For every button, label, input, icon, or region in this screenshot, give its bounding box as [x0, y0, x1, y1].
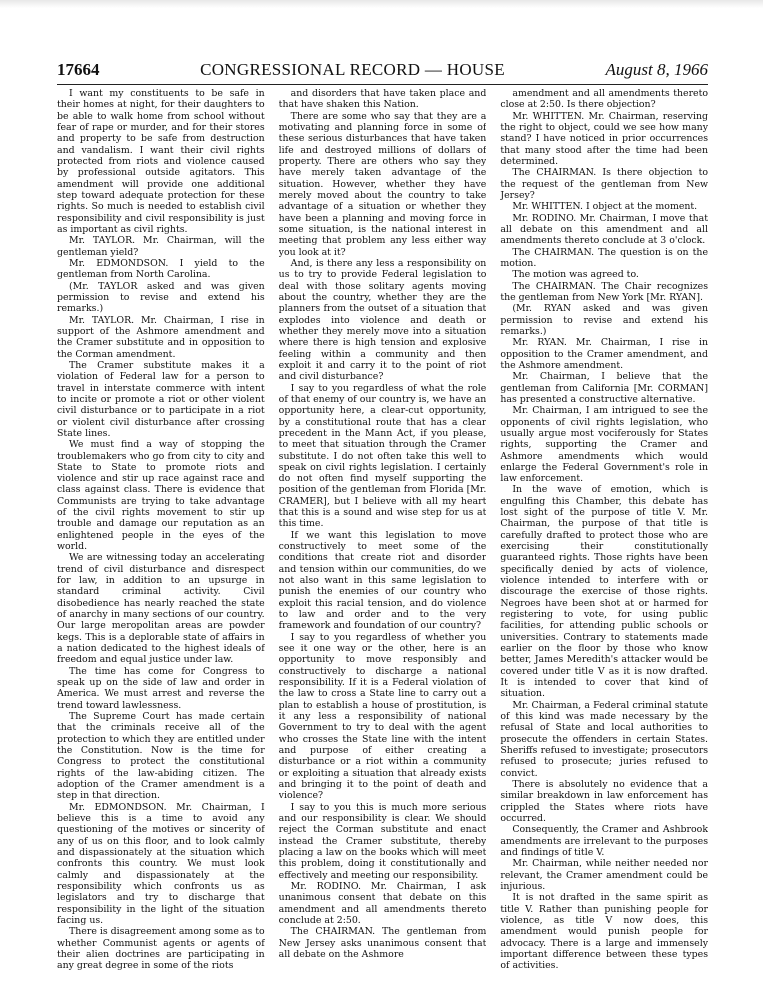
paragraph: Mr. RYAN. Mr. Chairman, I rise in opposition to the Cramer amendment, and the Ashmore amendment.	[500, 337, 709, 371]
paragraph: and disorders that have taken place and that have shaken this Nation.	[278, 88, 487, 111]
paragraph: Mr. RODINO. Mr. Chairman, I ask unanimous consent that debate on this amendment and all amendments thereto conclude at 2:50.	[278, 880, 487, 926]
paragraph: Mr. Chairman, while neither needed nor relevant, the Cramer amendment could be injurious.	[500, 858, 709, 892]
paragraph: Mr. Chairman, I am intrigued to see the opponents of civil rights legislation, who usually argue most vociferously for States rights, supporting the Cramer and Ashmore amendments which would enlarge the Federal Government's role in law enforcement.	[500, 405, 709, 485]
paragraph: The CHAIRMAN. The question is on the motion.	[500, 246, 709, 269]
paragraph: Mr. WHITTEN. I object at the moment.	[512, 201, 698, 213]
issue-date: August 8, 1966	[605, 60, 708, 79]
paragraph: There is disagreement among some as to whether Communist agents or agents of their alien doctrines are participating in any great degree in some of the riots	[57, 926, 265, 972]
paragraph: And, is there any less a responsibility on us to try to provide Federal legislation to deal with those solitary agents moving about the country, whether they are the planners from the outset of a situation that explodes into violence and death or whether they merely move into a situation where there is high tension and explosive feeling within a community and then exploit it and carry it to the point of riot and civil disturbance?	[278, 257, 487, 383]
header-rule	[57, 84, 708, 85]
paragraph: Mr. TAYLOR. Mr. Chairman, will the gentleman yield?	[57, 235, 265, 258]
paragraph: The motion was agreed to.	[512, 269, 639, 281]
paragraph: The Cramer substitute makes it a violation of Federal law for a person to travel in interstate commerce with intent to incite or promote a riot or other violent civil disturbance or to participate in a riot or violent civil disturbance after crossing State lines.	[57, 359, 265, 439]
scan-edge	[0, 0, 763, 8]
page-number: 17664	[57, 60, 100, 79]
publication-title: CONGRESSIONAL RECORD — HOUSE	[200, 60, 505, 79]
paragraph: amendment and all amendments thereto close at 2:50. Is there objection?	[500, 88, 709, 111]
paragraph: (Mr. TAYLOR asked and was given permission to revise and extend his remarks.)	[57, 280, 265, 315]
paragraph: Consequently, the Cramer and Ashbrook amendments are irrelevant to the purposes and findings of title V.	[500, 824, 709, 858]
paragraph: I say to you regardless of what the role of that enemy of our country is, we have an opportunity here, a clear-cut opportunity, by a constitutional route that has a clear precedent in the Mann Act, if you please, to meet that situation through the Cramer substitute. I do not often take this well to speak on civil rights legislation. I certainly do not often find myself supporting the position of the gentleman from Florida [Mr. CRAMER], but I believe with all my heart that this is a sound and wise step for us at this time.	[278, 382, 487, 530]
paragraph: The time has come for Congress to speak up on the side of law and order in America. We must arrest and reverse the trend toward lawlessness.	[57, 665, 265, 711]
paragraph: There is absolutely no evidence that a similar breakdown in law enforcement has crippled the States where riots have occurred.	[500, 779, 709, 824]
paragraph: I say to you regardless of whether you see it one way or the other, here is an opportunity to move responsibly and constructively to discharge a national responsibility. If it is a Federal violation of the law to cross a State line to carry out a plan to establish a house of prostitution, is it any less a responsibility of national Government to try to deal with the agent who crosses the State line with the intent and purpose of either creating a disturbance or a riot within a community or exploiting a situation that already exists and bringing it to the point of death and violence?	[278, 631, 487, 802]
paragraph: Mr. Chairman, I believe that the gentleman from California [Mr. CORMAN] has presented a constructive alternative.	[500, 371, 709, 405]
paragraph: Mr. TAYLOR. Mr. Chairman, I rise in support of the Ashmore amendment and the Cramer substitute and in opposition to the Corman amendment.	[57, 314, 265, 360]
paragraph: It is not drafted in the same spirit as title V. Rather than punishing people for violence, as title V now does, this amendment would punish people for advocacy. There is a large and immensely important difference between these types of activities.	[500, 892, 709, 972]
column-1	[57, 88, 265, 978]
paragraph: In the wave of emotion, which is engulfing this Chamber, this debate has lost sight of the purpose of title V. Mr. Chairman, the purpose of that title is carefully drafted to protect those who are exercising their constitutionally guaranteed rights. Those rights have been specifically denied by acts of violence, violence intended to interfere with or discourage the exercise of those rights. Negroes have been shot at or harmed for registering to vote, for using public facilities, for attending public schools or universities. Contrary to statements made earlier on the floor by those who know better, James Meredith's attacker would be covered under title V as it is now drafted. It is intended to cover that kind of situation.	[500, 484, 709, 700]
paragraph: I say to you this is much more serious and our responsibility is clear. We should reject the Corman substitute and enact instead the Cramer substitute, thereby placing a law on the books which will meet this problem, doing it constitutionally and effectively and meeting our responsibility.	[278, 801, 487, 881]
column-3	[500, 88, 708, 978]
paragraph: If we want this legislation to move constructively to meet some of the conditions that create riot and disorder and tension within our communities, do we not also want in this same legislation to punish the enemies of our country who exploit this racial tension, and do violence to law and order and to the very framework and foundation of our country?	[278, 529, 487, 632]
paragraph: I want my constituents to be safe in their homes at night, for their daughters to be able to walk home from school without fear of rape or murder, and for their stores and property to be safe from destruction and vandalism. I want their civil rights protected from riots and violence caused by professional outside agitators. This amendment will provide one additional step toward adequate protection for these rights. So much is needed to establish civil responsibility and civil responsibility is just as important as civil rights.	[57, 88, 265, 235]
paragraph: We must find a way of stopping the troublemakers who go from city to city and State to State to promote riots and violence and stir up race against race and class against class. There is evidence that Communists are trying to take advantage of the civil rights movement to stir up trouble and damage our reputation as an enlightened people in the eyes of the world.	[57, 439, 265, 553]
text-columns	[57, 88, 708, 978]
paragraph: The CHAIRMAN. The Chair recognizes the gentleman from New York [Mr. RYAN].	[500, 280, 709, 303]
paragraph: There are some who say that they are a motivating and planning force in some of these serious disturbances that have taken life and destroyed millions of dollars of property. There are others who say they have merely taken advantage of the situation. However, whether they have merely moved about the country to take advantage of a situation or whether they have been a planning and moving force in some situation, is the national interest in meeting that problem any less either way you look at it?	[278, 110, 487, 258]
paragraph: Mr. EDMONDSON. Mr. Chairman, I believe this is a time to avoid any questioning of the motives or sincerity of any of us on this floor, and to look calmly and dispassionately at the situation which confronts this country. We must look calmly and dispassionately at the responsibility which confronts us as legislators and try to discharge that responsibility in the light of the situation facing us.	[57, 801, 265, 926]
paragraph: Mr. WHITTEN. Mr. Chairman, reserving the right to object, could we see how many stand? I have noticed in prior occurrences that many stood after the time had been determined.	[500, 110, 709, 167]
paragraph: (Mr. RYAN asked and was given permission to revise and extend his remarks.)	[500, 303, 709, 337]
paragraph: Mr. EDMONDSON. I yield to the gentleman from North Carolina.	[57, 257, 265, 281]
paragraph: Mr. Chairman, a Federal criminal statute of this kind was made necessary by the refusal of State and local authorities to prosecute the offenders in certain States. Sheriffs refused to investigate; prosecutors refused to prosecute; juries refused to convict.	[500, 699, 709, 779]
column-2	[279, 88, 487, 978]
paragraph: We are witnessing today an accelerating trend of civil disturbance and disrespect for law, in addition to an upsurge in standard criminal activity. Civil disobedience has nearly reached the state of anarchy in many sections of our country. Our large meropolitan areas are powder kegs. This is a deplorable state of affairs in a nation dedicated to the highest ideals of freedom and equal justice under law.	[57, 552, 265, 666]
paragraph: Mr. RODINO. Mr. Chairman, I move that all debate on this amendment and all amendments thereto conclude at 3 o'clock.	[500, 212, 709, 247]
paragraph: The Supreme Court has made certain that the criminals receive all of the protection to which they are entitled under the Constitution. Now is the time for Congress to protect the constitutional rights of the law-abiding citizen. The adoption of the Cramer amendment is a step in that direction.	[57, 711, 265, 802]
paragraph: The CHAIRMAN. The gentleman from New Jersey asks unanimous consent that all debate on the Ashmore	[278, 926, 487, 960]
paragraph: The CHAIRMAN. Is there objection to the request of the gentleman from New Jersey?	[500, 167, 709, 201]
page-header	[57, 60, 708, 82]
